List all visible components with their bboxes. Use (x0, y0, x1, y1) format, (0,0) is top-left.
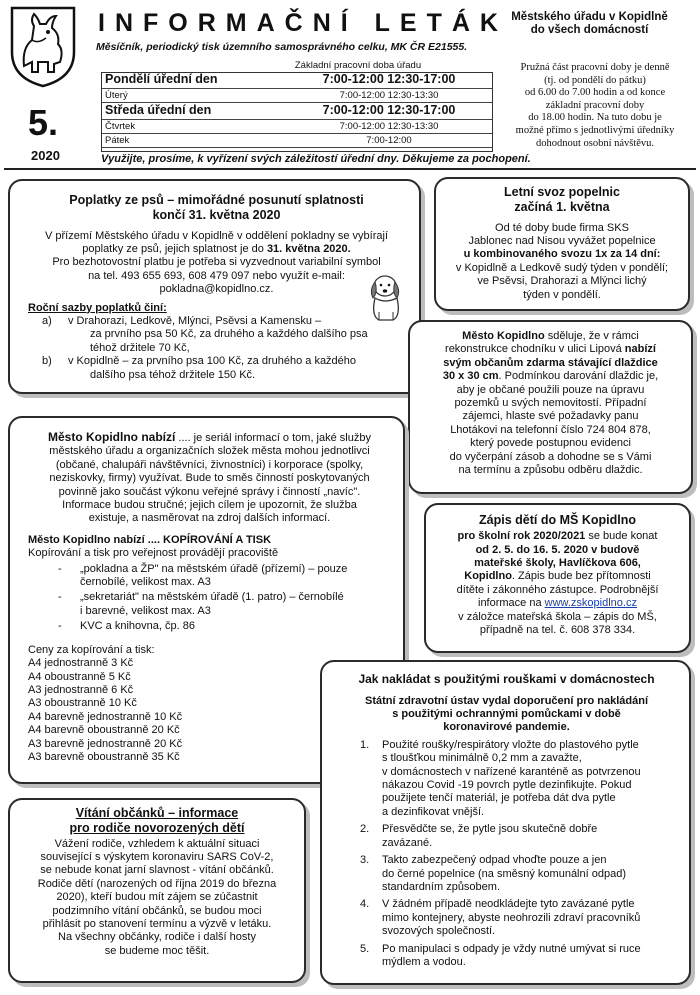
text-line: Použité roušky/respirátory vložte do plastového pytle (382, 738, 639, 751)
text-span: .... je seriál informací o tom, jaké služby (175, 432, 371, 444)
issue-year: 2020 (31, 148, 60, 163)
text-line: se nebude konat jarní slavnost - vítání občánků. (40, 864, 274, 877)
text-line: ve Psěvsi, Drahorazi a Mlýnci lichý (477, 275, 647, 288)
text-line: v domácnostech v nařízené karanténě as potvrzenou (382, 765, 641, 778)
text-line: přihlásit po stanovení termínu a výzvě v letáku. (42, 917, 272, 930)
copying-intro: Kopírování a tisk pro veřejnost provádějí pracoviště (28, 547, 279, 560)
text-line: na termínu a způsobu odběru dlaždic. (458, 464, 643, 477)
text-line: podzimního vítání občánků, se budou moci (52, 904, 262, 917)
text-line: pozemků u svých nemovitostí. Případní (454, 397, 647, 410)
text-line: V žádném případě neodkládejte tyto zavázané pytle (382, 898, 635, 911)
dog-fees-box (8, 179, 421, 394)
text-line: v Kopidlně a Ledkově sudý týden v pondělí; (455, 261, 669, 274)
dog-fees-text (28, 230, 405, 297)
schedule-time: 7:00-12:00 12:30-13:30 (285, 120, 493, 134)
text-line: dítěte i zákonného zástupce. Podrobnější (456, 583, 659, 596)
text-line: za prvního psa 50 Kč, za druhého a každého dalšího psa (90, 328, 368, 341)
text-line: KVC a knihovna, čp. 86 (80, 620, 195, 633)
text-span: rekonstrukce chodníku v ulici Lipová (445, 343, 625, 356)
text-line: Takto zabezpečený odpad vhoďte pouze a jen (382, 854, 607, 867)
text-line: povinně jako součást výkonu veřejné správy i činností „navíc". (58, 485, 361, 498)
welcome-subtitle: pro rodiče novorozených dětí (69, 821, 245, 836)
newsletter-title: INFORMAČNÍ LETÁK (98, 9, 508, 37)
text-line: (občané, chalupáři návštěvníci, živnostníci) i korporace (spolky, (55, 458, 364, 471)
services-intro (28, 430, 391, 526)
price-item: A4 jednostranně 3 Kč (28, 657, 134, 670)
waste-collection-box (434, 177, 690, 311)
text-line: Přesvědčte se, že pytle jsou skutečně dobře (382, 823, 598, 836)
waste-text (444, 222, 680, 302)
waste-title: Letní svoz popelnic (504, 185, 620, 199)
list-marker: 5. (360, 942, 370, 955)
text-line: do vyčerpání zásob a dohodne se s Vámi (449, 450, 652, 463)
text-line: nákazou Covid -19 povrch pytle dezinfikujte. Pokud (382, 779, 632, 792)
phone-line: na tel. 493 655 693, 608 479 097 nebo využít e-mail: (88, 269, 345, 282)
instruction-item (360, 739, 681, 819)
text-span: pro školní rok 2020/2021 (457, 530, 586, 543)
text-span: sděluje, že v rámci (544, 330, 639, 342)
text-line: koronavirové pandemie. (443, 721, 570, 734)
text-line (416, 343, 685, 356)
tiles-text (416, 330, 685, 477)
price-item: A4 barevně jednostranně 10 Kč (28, 710, 183, 723)
text-span: . Zápis bude bez přítomnosti (511, 570, 651, 583)
issue-number: 5. (28, 102, 59, 143)
text-line: v Kopidlně – za prvního psa 100 Kč, za druhého a každého (68, 355, 357, 368)
list-marker: b) (42, 355, 52, 368)
text-line: a dezinfikovat vnější. (382, 805, 485, 818)
text-line: téhož držitele 70 Kč, (90, 341, 190, 354)
school-website-link[interactable]: www.zskopidlno.cz (544, 597, 637, 610)
text-line: „pokladna a ŽP" na městském úřadě (přízemí) – pouze (80, 562, 348, 575)
price-item: A3 oboustranně 10 Kč (28, 697, 137, 710)
schedule-day: Čtvrtek (101, 120, 285, 134)
list-item-text (80, 591, 344, 618)
text-line: s tloušťkou minimálně 0,2 mm a zavažte, (382, 752, 582, 765)
text-line (28, 430, 391, 445)
instruction-item (360, 943, 681, 970)
schedule-day: Úterý (101, 89, 285, 103)
note-line: dohodnout osobní návštěvu. (535, 137, 655, 149)
text-line: v záložce mateřská škola – zápis do MŠ, (458, 610, 657, 623)
text-span: poplatky ze psů, jejich splatnost je do (82, 242, 267, 255)
text-line: Pro bezhotovostní platbu je potřeba si vyzvednout variabilní symbol (52, 256, 381, 269)
copying-place-item (58, 591, 391, 618)
list-marker: a) (42, 314, 52, 327)
text-line: standardním způsobem. (382, 880, 501, 893)
copying-place-item (58, 620, 391, 633)
list-marker: - (58, 591, 62, 604)
list-marker: - (58, 620, 62, 633)
text-line (432, 570, 683, 583)
price-item: A4 oboustranně 5 Kč (28, 670, 131, 683)
welcome-box (8, 798, 306, 983)
text-line (416, 370, 685, 383)
text-line: černobílé, velikost max. A3 (80, 576, 211, 589)
text-line (28, 243, 405, 256)
text-line: 2020), kteří budou mít zájem se zúčastnit (56, 891, 258, 904)
instruction-item (360, 823, 681, 850)
text-line: neziskovky, firmy) využívat. Bude to směs činností poskytovaných (49, 472, 370, 485)
text-span: . Podmínkou darování dlaždic je, (498, 370, 659, 383)
text-line: zavázané. (382, 836, 433, 849)
kindergarten-text (432, 530, 683, 637)
text-line: mateřské školy, Havlíčkova 606, (474, 557, 641, 570)
text-line: aby je občané použili pouze na úpravu (456, 383, 645, 396)
list-item-text (68, 315, 368, 355)
note-line: možné přímo s jednotlivými úředníky (515, 124, 675, 136)
list-item-text (80, 563, 347, 590)
schedule-day: Pátek (101, 134, 285, 148)
office-days-appeal: Využijte, prosíme, k vyřízení svých záležitostí úřední dny. Děkujeme za pochopení. (101, 153, 531, 165)
text-line (432, 530, 683, 543)
rates-title: Roční sazby poplatků činí: (28, 301, 167, 314)
copying-place-item (58, 563, 391, 590)
price-item: A3 barevně oboustranně 35 Kč (28, 750, 180, 763)
text-span: nabízí (624, 343, 656, 356)
list-marker: 1. (360, 738, 370, 751)
email-line: pokladna@kopidlno.cz. (159, 283, 274, 296)
schedule-time: 7:00-12:00 12:30-17:00 (285, 103, 493, 120)
masks-box (320, 660, 691, 985)
dog-fees-deadline: končí 31. května 2020 (152, 208, 281, 223)
prices-title: Ceny za kopírování a tisk: (28, 643, 155, 656)
list-marker: - (58, 562, 62, 575)
masks-intro (332, 695, 681, 735)
text-line: městského úřadu a organizačních složek města mohou jednotlivci (49, 445, 370, 458)
text-line: Od té doby bude firma SKS (495, 221, 629, 234)
text-line: svozových společností. (382, 925, 496, 938)
price-item: A3 barevně jednostranně 20 Kč (28, 737, 183, 750)
services-title: Město Kopidlno nabízí (48, 430, 176, 444)
instruction-item (360, 854, 681, 894)
list-marker: 4. (360, 898, 370, 911)
text-line (416, 330, 685, 343)
welcome-text (16, 838, 298, 959)
note-line: Pružná část pracovní doby je denně (520, 62, 670, 73)
list-item-text (382, 854, 626, 894)
list-item-text (382, 943, 641, 970)
price-item: A3 jednostranně 6 Kč (28, 683, 134, 696)
rate-item (42, 355, 405, 382)
instruction-item (360, 898, 681, 938)
text-span: Kopidlno (464, 570, 512, 583)
due-date: 31. května 2020. (266, 242, 351, 255)
office-hours-frame (101, 72, 493, 152)
text-line: který povede postupnou evidenci (470, 437, 631, 450)
kindergarten-title: Zápis dětí do MŠ Kopidlno (479, 513, 636, 527)
text-line: i barevné, velikost max. A3 (80, 604, 211, 617)
text-line: týden v pondělí. (523, 288, 601, 301)
masks-instructions-list (360, 739, 681, 970)
list-marker: 2. (360, 823, 370, 836)
text-line: od 2. 5. do 16. 5. 2020 v budově (475, 543, 640, 556)
note-line: od 6.00 do 7.00 hodin a od konce (524, 87, 666, 99)
publisher-line-2: do všech domácností (530, 24, 649, 37)
list-item-text (68, 355, 356, 382)
tiles-offer-box (408, 320, 693, 494)
text-line: případně na tel. č. 608 378 334. (479, 624, 636, 637)
text-line: Jablonec nad Nisou vyvážet popelnice (468, 234, 656, 247)
text-line: „sekretariát" na městském úřadě (1. patro) – černobílé (80, 591, 344, 604)
schedule-day: Středa úřední den (101, 103, 285, 120)
text-line: V přízemí Městského úřadu v Kopidlně v oddělení pokladny se vybírají (44, 229, 389, 242)
schedule-time: 7:00-12:00 12:30-17:00 (285, 72, 493, 89)
newsletter-subtitle: Měsíčník, periodický tisk územního samosprávného celku, MK ČR E21555. (96, 41, 468, 53)
text-line: Na všechny občánky, rodiče i další hosty (58, 931, 256, 944)
list-item-text (382, 739, 641, 819)
note-line: základní pracovní doby (545, 99, 645, 111)
masks-title: Jak nakládat s použitými rouškami v domácnostech (358, 672, 655, 686)
waste-start: začíná 1. května (514, 200, 610, 215)
text-line: Po manipulaci s odpady je vždy nutné umývat si ruce (382, 942, 641, 955)
text-line: s použitými ochrannými pomůckami v době (392, 708, 621, 721)
note-line: (tj. od pondělí do pátku) (544, 74, 646, 86)
dog-fees-title: Poplatky ze psů – mimořádné posunutí splatnosti (69, 193, 364, 207)
schedule-header: Základní pracovní doba úřadu (294, 60, 422, 71)
list-marker: 3. (360, 854, 370, 867)
list-item-text (382, 898, 640, 938)
text-line: Vážení rodiče, vzhledem k aktuální situaci (54, 837, 260, 850)
welcome-title: Vítání občánků – informace (75, 806, 239, 820)
text-line: u kombinovaného svozu 1x za 14 dní: (463, 248, 661, 261)
price-item: A4 barevně oboustranně 20 Kč (28, 724, 180, 737)
town-name: Město Kopidlno (462, 330, 545, 342)
schedule-day: Pondělí úřední den (101, 72, 285, 89)
header-divider (4, 168, 696, 170)
tile-size: 30 x 30 cm (442, 370, 499, 383)
town-crest-icon (8, 4, 78, 88)
rate-item (42, 315, 405, 355)
text-line: dalšího psa téhož držitele 150 Kč. (90, 368, 256, 381)
text-line (432, 597, 683, 610)
note-line: do 18.00 hodin. Na tuto dobu je (528, 112, 662, 124)
schedule-time: 7:00-12:00 12:30-13:30 (285, 89, 493, 103)
text-line: svým občanům zdarma stávající dlaždice (443, 356, 658, 369)
text-line: zájemci, hlaste své požadavky panu (462, 410, 639, 423)
text-span: informace na (478, 597, 545, 610)
kindergarten-box (424, 503, 691, 653)
text-line: Informace budou stručné; jejich cílem je upozornit, že služba (62, 499, 357, 512)
text-line: v Drahorazi, Ledkově, Mlýnci, Psěvsi a Kamensku – (68, 314, 322, 327)
list-item-text (80, 620, 195, 633)
text-line: mimo kontejnery, abyste neohrozili zdraví pracovníků (382, 911, 641, 924)
text-line: Rodiče dětí (narozených od října 2019 do března (37, 877, 277, 890)
text-line: použijete tenčí materiál, je potřeba dát dva pytle (382, 792, 616, 805)
rates-list (42, 315, 405, 382)
text-line: Lhotákovi na telefonní číslo 724 804 878, (450, 423, 651, 436)
copying-places-list (58, 563, 391, 634)
text-line: Státní zdravotní ústav vydal doporučení pro nakládání (365, 694, 648, 707)
list-item-text (382, 823, 597, 850)
dog-icon (363, 270, 409, 322)
schedule-time: 7:00-12:00 (285, 134, 493, 148)
text-line: existuje, a nasměrovat na zdroj dalších informací. (88, 512, 331, 525)
flexible-hours-note (500, 62, 690, 150)
text-line: do černé popelnice (na směsný komunální odpad) (382, 867, 626, 880)
copying-title: Město Kopidlno nabízí .... KOPÍROVÁNÍ A TISK (28, 533, 272, 546)
publisher-line-1: Městského úřadu v Kopidlně (511, 11, 668, 23)
text-span: se bude konat (585, 530, 658, 543)
text-line: se budeme moc těšit. (104, 944, 210, 957)
newsletter-publisher (482, 11, 697, 37)
text-line: mýdlem a vodou. (382, 955, 466, 968)
text-line: související s výskytem koronaviru SARS CoV-2, (40, 850, 274, 863)
